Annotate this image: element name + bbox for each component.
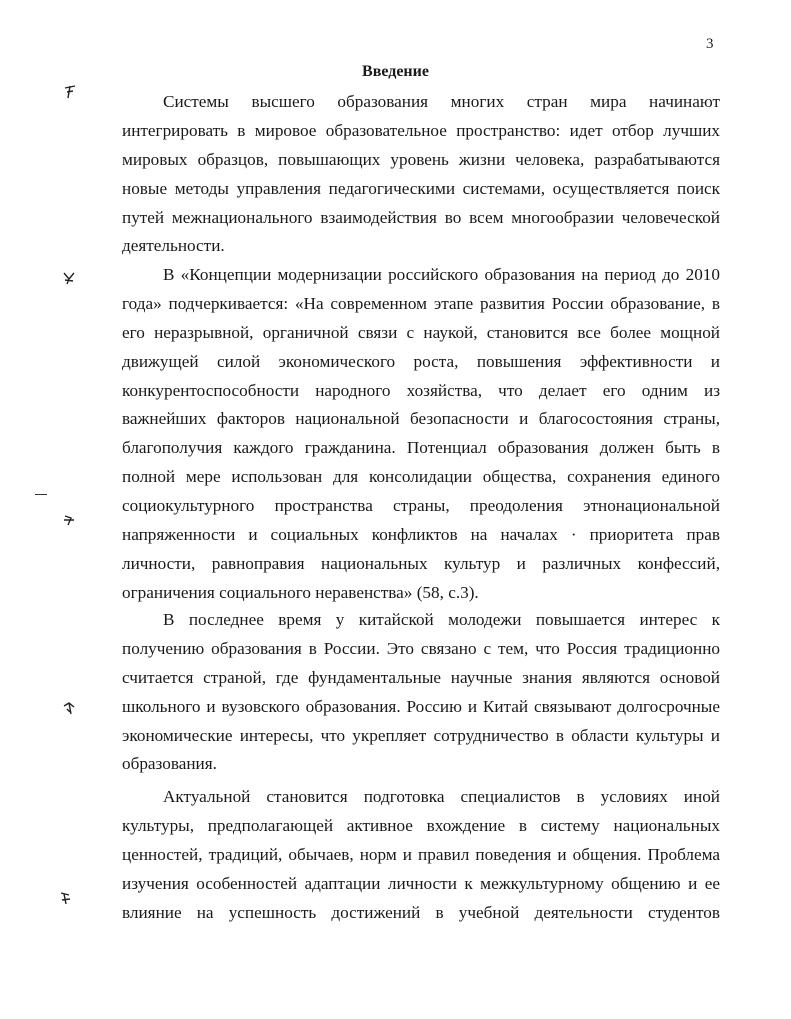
paragraph-line: Актуальной становится подготовка специалистов в условиях иной — [163, 787, 720, 806]
paragraph-line: изучения особенностей адаптации личности к межкультурному общению и ее — [122, 873, 720, 893]
paragraph-line: ограничения социального неравенства» (58, с.3). — [122, 582, 479, 602]
scribble-mark-icon — [62, 270, 76, 286]
paragraph-line: социокультурного пространства страны, преодоления этнонациональной — [122, 496, 720, 516]
paragraph-line: культуры, предполагающей активное вхождение в систему национальных — [122, 815, 720, 835]
paragraph-line: ценностей, традиций, обычаев, норм и правил поведения и общения. Проблема — [122, 844, 720, 864]
paragraph-line: влияние на успешность достижений в учебной деятельности студентов — [122, 902, 720, 922]
paragraph-line: мировых образцов, повышающих уровень жизни человека, разрабатываются — [122, 149, 720, 169]
paragraph-4 — [122, 783, 720, 927]
paragraph-line: напряженности и социальных конфликтов на началах · приоритета прав — [122, 525, 720, 545]
paragraph-1 — [122, 88, 720, 261]
paragraph-3 — [122, 606, 720, 779]
paragraph-line: интегрировать в мировое образовательное пространство: идет отбор лучших — [122, 120, 720, 140]
paragraph-line: В «Концепции модернизации российского образования на период до 2010 — [163, 265, 720, 284]
page-number: 3 — [706, 36, 714, 52]
paragraph-line: Системы высшего образования многих стран мира начинают — [163, 92, 720, 111]
paragraph-line: В последнее время у китайской молодежи повышается интерес к — [163, 610, 720, 629]
paragraph-line: движущей силой экономического роста, повышения эффективности и — [122, 351, 720, 371]
scribble-mark-icon — [63, 84, 77, 100]
paragraph-line: считается страной, где фундаментальные научные знания являются основой — [122, 667, 720, 687]
paragraph-line: новые методы управления педагогическими системами, осуществляется поиск — [122, 178, 720, 198]
paragraph-line: экономические интересы, что укрепляет сотрудничество в области культуры и — [122, 725, 720, 745]
scribble-mark-icon — [62, 512, 76, 528]
paragraph-line: благополучия каждого гражданина. Потенциал образования должен быть в — [122, 438, 720, 458]
paragraph-line: получению образования в России. Это связано с тем, что Россия традиционно — [122, 638, 720, 658]
section-title: Введение — [362, 63, 429, 80]
paragraph-2 — [122, 261, 720, 608]
paragraph-line: важнейших факторов национальной безопасности и благосостояния страны, — [122, 409, 720, 429]
paragraph-line: путей межнационального взаимодействия во всем многообразии человеческой — [122, 207, 720, 227]
scribble-mark-icon — [62, 700, 76, 716]
paragraph-line: полной мере использован для консолидации общества, сохранения единого — [122, 467, 720, 487]
margin-dash — [35, 494, 47, 495]
paragraph-line: деятельности. — [122, 236, 225, 256]
paragraph-line: школьного и вузовского образования. Россию и Китай связывают долгосрочные — [122, 696, 720, 716]
paragraph-line: конкурентоспособности народного хозяйства, что делает его одним из — [122, 380, 720, 400]
scribble-mark-icon — [58, 890, 72, 906]
paragraph-line: личности, равноправия национальных культур и различных конфессий, — [122, 553, 720, 573]
paragraph-line: образования. — [122, 754, 217, 774]
paragraph-line: года» подчеркивается: «На современном этапе развития России образование, в — [122, 293, 720, 313]
paragraph-line: его неразрывной, органичной связи с наукой, становится все более мощной — [122, 322, 720, 342]
